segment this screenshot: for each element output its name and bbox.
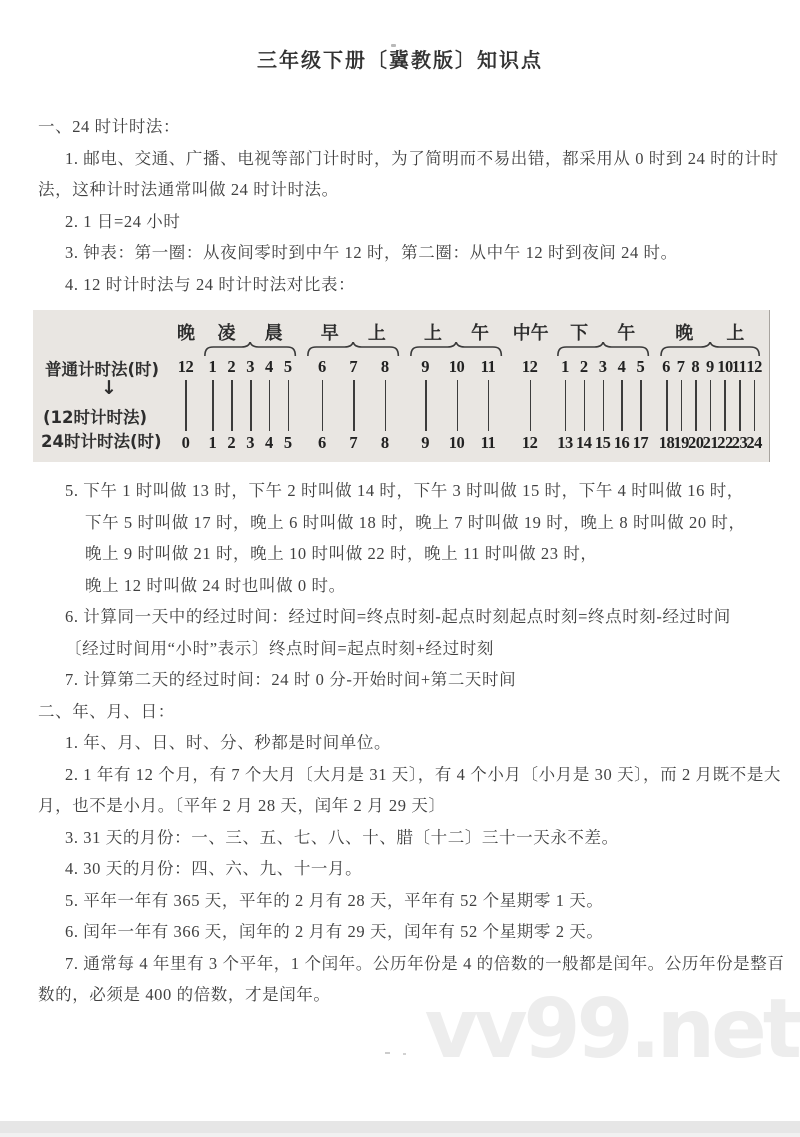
period-label-char: 晚: [675, 323, 694, 343]
hour-24-label: 3: [246, 433, 254, 452]
brace-row: [306, 342, 400, 357]
connector-line: [556, 378, 575, 433]
hour-12-label: 11: [731, 357, 747, 376]
diagram-group: [556, 322, 650, 454]
diagram-columns: [177, 322, 761, 454]
hour-12-label: 1: [208, 357, 217, 376]
text-line: 7. 通常每 4 年里有 3 个平年，1 个闰年。公历年份是 4 的倍数的一般都是闰年。公历年份是整百: [65, 953, 785, 973]
text-line: 1. 邮电、交通、广播、电视等部门计时时，为了简明而不易出错，都采用从 0 时到 24 时的计时: [65, 148, 779, 168]
connector-line: [259, 378, 278, 433]
bottom-bar-lower-edge: [0, 1133, 800, 1137]
diagram-label-24h-system: 24时计时法(时): [41, 432, 162, 451]
brace-row: [659, 342, 761, 357]
text-line: 一、24 时计时法：: [38, 117, 181, 136]
text-line: 二、年、月、日：: [38, 701, 175, 721]
hour-24-label: 15: [594, 433, 611, 452]
text-line: 3. 31 天的月份：一、三、五、七、八、十、腊〔十二〕三十一天永不差。: [65, 827, 619, 847]
period-label-char: 上: [726, 323, 745, 343]
diagram-group: [177, 322, 194, 454]
text-line: 6. 闰年一年有 366 天，闰年的 2 月有 29 天，闰年有 52 个星期零 2 天。: [65, 922, 604, 941]
text-line: 下午 5 时叫做 17 时，晚上 6 时叫做 18 时，晚上 7 时叫做 19 时，晚上 8 时叫做 20 时，: [85, 512, 746, 532]
connector-line: [513, 378, 547, 433]
period-label-char: 早: [320, 323, 339, 343]
connector-lines: [556, 378, 650, 433]
hour-24-label: 22: [717, 433, 733, 452]
brace-row: [409, 342, 503, 357]
text-line: 晚上 12 时叫做 24 时也叫做 0 时。: [85, 575, 346, 595]
connector-line: [306, 378, 337, 433]
hour-24-label: 24: [746, 433, 762, 452]
hour-24-label: 16: [613, 433, 630, 452]
connector-line: [574, 378, 593, 433]
brace-icon: [556, 342, 650, 356]
hour-24-label-row: [306, 433, 400, 454]
connector-line: [369, 378, 400, 433]
brace-row: [513, 342, 547, 357]
hour-24-label: 21: [702, 433, 719, 452]
text-line: 法，这种计时法通常叫做 24 时计时法。: [38, 180, 339, 199]
hour-12-label: 4: [265, 357, 273, 376]
connector-line: [409, 378, 440, 433]
hour-12-label: 12: [746, 357, 762, 376]
connector-line: [703, 378, 718, 433]
connector-line: [631, 378, 650, 433]
hour-24-label: 13: [557, 433, 573, 452]
period-label: [659, 322, 761, 342]
hour-24-label-row: [203, 433, 297, 454]
brace-icon: [659, 342, 761, 356]
connector-line: [222, 378, 241, 433]
connector-line: [732, 378, 747, 433]
hour-12-label: 6: [318, 357, 326, 376]
text-line: 2. 1 年有 12 个月，有 7 个大月〔大月是 31 天〕，有 4 个小月〔小月是 30 天〕，而 2 月既不是大: [65, 764, 782, 784]
hour-12-label-row: [409, 357, 503, 378]
hour-24-label-row: [177, 433, 194, 454]
hour-12-label: 8: [691, 357, 700, 376]
scan-artifact-dot-bottom: [403, 1053, 406, 1055]
hour-12-label-row: [177, 357, 194, 378]
diagram-label-12h-system: (12时计时法): [43, 408, 148, 427]
hour-12-label-row: [513, 357, 547, 378]
period-label: [513, 322, 547, 342]
hour-12-label: 3: [598, 357, 607, 376]
hour-24-label: 19: [673, 433, 689, 452]
period-label: [203, 322, 297, 342]
text-line: 2. 1 日=24 小时: [65, 211, 181, 231]
hour-24-label: 0: [181, 433, 190, 452]
hour-24-label: 11: [480, 433, 496, 452]
connector-line: [612, 378, 631, 433]
connector-lines: [177, 378, 194, 433]
connector-line: [241, 378, 260, 433]
hour-12-label: 1: [561, 357, 569, 376]
text-line: 3. 钟表：第一圈：从夜间零时到中午 12 时，第二圈：从中午 12 时到夜间 24 时。: [65, 243, 678, 262]
hour-24-label: 18: [658, 433, 675, 452]
connector-line: [673, 378, 688, 433]
diagram-group: [659, 322, 761, 454]
hour-24-label: 9: [421, 433, 429, 452]
text-line: 4. 12 时计时法与 24 时计时法对比表：: [65, 274, 356, 294]
period-label-char: 中: [512, 323, 531, 343]
hour-24-label: 10: [448, 433, 465, 452]
hour-12-label: 7: [676, 357, 685, 376]
brace-icon: [409, 342, 503, 356]
watermark: vv99.net: [424, 982, 798, 1077]
period-label-char: 午: [530, 323, 549, 343]
period-label: [556, 322, 650, 342]
connector-lines: [513, 378, 547, 433]
connector-lines: [306, 378, 400, 433]
hour-24-label: 20: [687, 433, 704, 452]
text-line: 1. 年、月、日、时、分、秒都是时间单位。: [65, 733, 392, 752]
hour-24-label-row: [513, 433, 547, 454]
hour-24-label: 23: [731, 433, 748, 452]
connector-line: [688, 378, 703, 433]
hour-12-label: 5: [636, 357, 645, 376]
text-line: 数的，必须是 400 的倍数，才是闰年。: [38, 985, 331, 1004]
diagram-group: [513, 322, 547, 454]
period-label: [177, 322, 194, 342]
hour-24-label: 6: [318, 433, 326, 452]
diagram-group: [203, 322, 297, 454]
connector-line: [472, 378, 503, 433]
hour-12-label: 5: [283, 357, 292, 376]
period-label-char: 晨: [264, 323, 283, 343]
period-label-char: 凌: [217, 323, 236, 343]
hour-12-label-row: [203, 357, 297, 378]
hour-12-label: 10: [448, 357, 465, 376]
hour-12-label: 3: [246, 357, 254, 376]
period-label-char: 午: [471, 323, 490, 343]
hour-12-label: 2: [227, 357, 236, 376]
diagram-group: [306, 322, 400, 454]
hour-24-label: 7: [349, 433, 358, 452]
text-block-before-diagram: [38, 111, 779, 300]
hour-24-label-row: [556, 433, 650, 454]
period-label: [409, 322, 503, 342]
diagram-row-labels: [41, 322, 177, 454]
hour-24-label: 14: [576, 433, 592, 452]
connector-line: [746, 378, 761, 433]
period-label-char: 午: [617, 323, 636, 343]
hour-12-label-row: [556, 357, 650, 378]
hour-24-label: 2: [227, 433, 236, 452]
hour-12-label: 10: [717, 357, 733, 376]
connector-lines: [409, 378, 503, 433]
hour-24-label: 1: [208, 433, 217, 452]
text-line: 晚上 9 时叫做 21 时，晚上 10 时叫做 22 时，晚上 11 时叫做 23 时，: [85, 544, 598, 563]
hour-12-label-row: [659, 357, 761, 378]
connector-line: [717, 378, 732, 433]
text-line: 4. 30 天的月份：四、六、九、十一月。: [65, 859, 363, 878]
hour-24-label: 17: [632, 433, 649, 452]
text-line: 月，也不是小月。〔平年 2 月 28 天，闰年 2 月 29 天〕: [38, 796, 446, 815]
diagram-label-common-time: 普通计时法(时): [45, 360, 160, 379]
hour-12-label: 12: [521, 357, 538, 376]
hour-24-label: 8: [380, 433, 389, 452]
period-label-char: 上: [423, 323, 442, 343]
connector-lines: [659, 378, 761, 433]
text-line: 5. 下午 1 时叫做 13 时，下午 2 时叫做 14 时，下午 3 时叫做 15 时，下午 4 时叫做 16 时，: [65, 481, 744, 500]
brace-icon: [306, 342, 400, 356]
period-label-char: 下: [570, 323, 589, 343]
hour-24-label: 5: [283, 433, 292, 452]
connector-line: [441, 378, 472, 433]
hour-12-label: 9: [421, 357, 429, 376]
text-line: 〔经过时间用“小时”表示〕终点时间=起点时刻+经过时刻: [65, 638, 494, 658]
connector-line: [203, 378, 222, 433]
scan-artifact-dash-bottom: [385, 1052, 390, 1054]
hour-12-label-row: [306, 357, 400, 378]
hour-12-label: 8: [380, 357, 389, 376]
brace-row: [556, 342, 650, 357]
hour-12-label: 4: [617, 357, 626, 376]
connector-lines: [203, 378, 297, 433]
time-comparison-diagram: [33, 310, 770, 462]
connector-line: [278, 378, 297, 433]
diagram-group: [409, 322, 503, 454]
text-line: 7. 计算第二天的经过时间：24 时 0 分-开始时间+第二天时间: [65, 670, 517, 689]
period-label-char: 晚: [177, 323, 195, 343]
hour-12-label: 12: [177, 357, 194, 376]
hour-24-label: 12: [521, 433, 538, 452]
brace-icon: [203, 342, 297, 356]
connector-line: [659, 378, 674, 433]
brace-row: [177, 342, 194, 357]
connector-line: [593, 378, 612, 433]
text-line: 5. 平年一年有 365 天，平年的 2 月有 28 天，平年有 52 个星期零 1 天。: [65, 890, 604, 910]
period-label-char: 上: [367, 323, 386, 343]
hour-12-label: 7: [349, 357, 358, 376]
text-line: 6. 计算同一天中的经过时间：经过时间=终点时刻-起点时刻起点时刻=终点时刻-经过时间: [65, 607, 731, 626]
hour-24-label-row: [409, 433, 503, 454]
hour-12-label: 6: [662, 357, 670, 376]
connector-line: [338, 378, 369, 433]
down-arrow-icon: ↓: [101, 377, 117, 399]
hour-12-label: 2: [579, 357, 588, 376]
connector-line: [177, 378, 194, 433]
brace-row: [203, 342, 297, 357]
hour-24-label: 4: [265, 433, 273, 452]
bottom-scrollbar-track[interactable]: [0, 1121, 800, 1133]
period-label: [306, 322, 400, 342]
document-body: [38, 111, 785, 1011]
hour-24-label-row: [659, 433, 761, 454]
text-block-after-diagram: [38, 475, 785, 1011]
page-title: 三年级下册〔冀教版〕知识点: [257, 50, 543, 72]
hour-12-label: 9: [706, 357, 714, 376]
hour-12-label: 11: [480, 357, 496, 376]
